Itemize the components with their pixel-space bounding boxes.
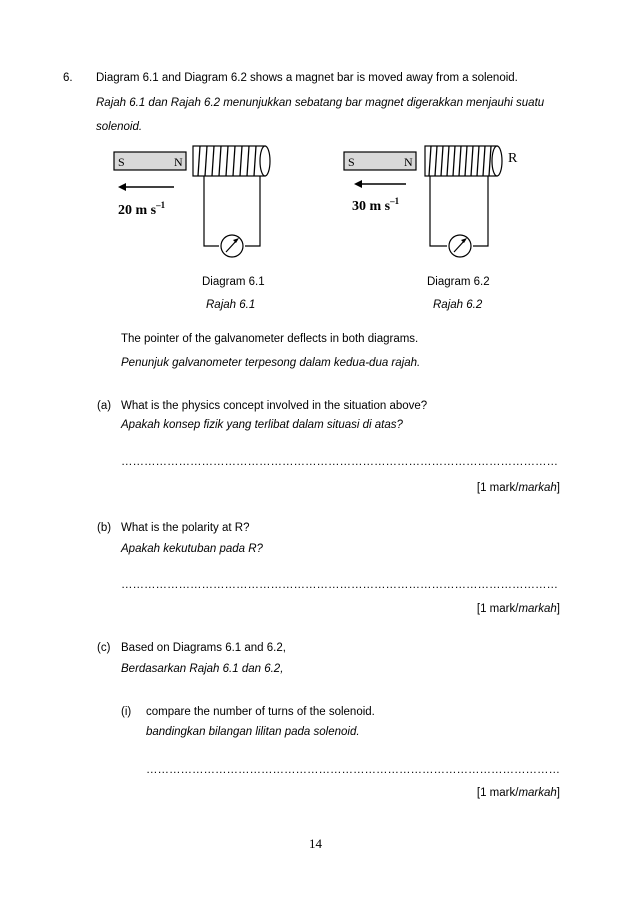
question-stem-ms: Rajah 6.1 dan Rajah 6.2 menunjukkan sebatang bar magnet digerakkan menjauhi suatu <box>96 97 545 109</box>
part-b-answer-line[interactable]: …………………………………………………………………………………………………… <box>121 579 558 591</box>
magnet-south-label: S <box>118 155 125 169</box>
question-stem-ms-cont: solenoid. <box>96 121 143 133</box>
part-a-question-en: What is the physics concept involved in the situation above? <box>121 400 428 412</box>
caption-diagram-6-1: Diagram 6.1 <box>202 276 265 288</box>
diagram-6-2 <box>342 142 522 260</box>
caption-diagram-6-2: Diagram 6.2 <box>427 276 490 288</box>
part-b-question-en: What is the polarity at R? <box>121 522 250 534</box>
part-b-question-ms: Apakah kekutuban pada R? <box>121 543 263 555</box>
part-a-marks: [1 mark/markah] <box>476 482 560 494</box>
bar-magnet <box>114 152 186 170</box>
part-c-stem-en: Based on Diagrams 6.1 and 6.2, <box>121 642 286 654</box>
page-number: 14 <box>309 836 322 851</box>
caption-rajah-6-1: Rajah 6.1 <box>206 299 256 311</box>
part-c-i-marks: [1 mark/markah] <box>476 787 560 799</box>
part-b-label: (b) <box>97 522 112 534</box>
diagram-6-1 <box>112 142 282 260</box>
end-r-label: R <box>508 151 518 166</box>
velocity-label: 30 m $s^{-1}$ <box>352 196 400 214</box>
observation-ms: Penunjuk galvanometer terpesong dalam kedua-dua rajah. <box>121 357 421 369</box>
magnet-south-label: S <box>348 155 355 169</box>
magnet-north-label: N <box>404 155 413 169</box>
question-number: 6. <box>63 72 73 84</box>
part-a-label: (a) <box>97 400 112 412</box>
part-a-answer-line[interactable]: …………………………………………………………………………………………………… <box>121 456 558 468</box>
magnet-north-label: N <box>174 155 183 169</box>
question-stem-en: Diagram 6.1 and Diagram 6.2 shows a magnet bar is moved away from a solenoid. <box>96 72 518 84</box>
galvanometer <box>449 235 471 257</box>
part-c-stem-ms: Berdasarkan Rajah 6.1 dan 6.2, <box>121 663 284 675</box>
part-c-label: (c) <box>97 642 111 654</box>
part-c-i-answer-line[interactable]: ……………………………………………………………………………………………… <box>146 764 560 776</box>
velocity-arrow <box>118 183 174 191</box>
galvanometer <box>221 235 243 257</box>
bar-magnet <box>344 152 416 170</box>
solenoid <box>193 146 270 176</box>
part-b-marks: [1 mark/markah] <box>476 603 560 615</box>
caption-rajah-6-2: Rajah 6.2 <box>433 299 483 311</box>
solenoid <box>425 146 502 176</box>
part-c-i-question-en: compare the number of turns of the solenoid. <box>146 706 375 718</box>
part-c-i-question-ms: bandingkan bilangan lilitan pada solenoid. <box>146 726 360 738</box>
part-c-i-label: (i) <box>121 706 132 718</box>
velocity-arrow <box>354 180 406 188</box>
observation-en: The pointer of the galvanometer deflects in both diagrams. <box>121 333 419 345</box>
velocity-label: 20 m $s^{-1}$ <box>118 200 166 218</box>
part-a-question-ms: Apakah konsep fizik yang terlibat dalam situasi di atas? <box>121 419 403 431</box>
